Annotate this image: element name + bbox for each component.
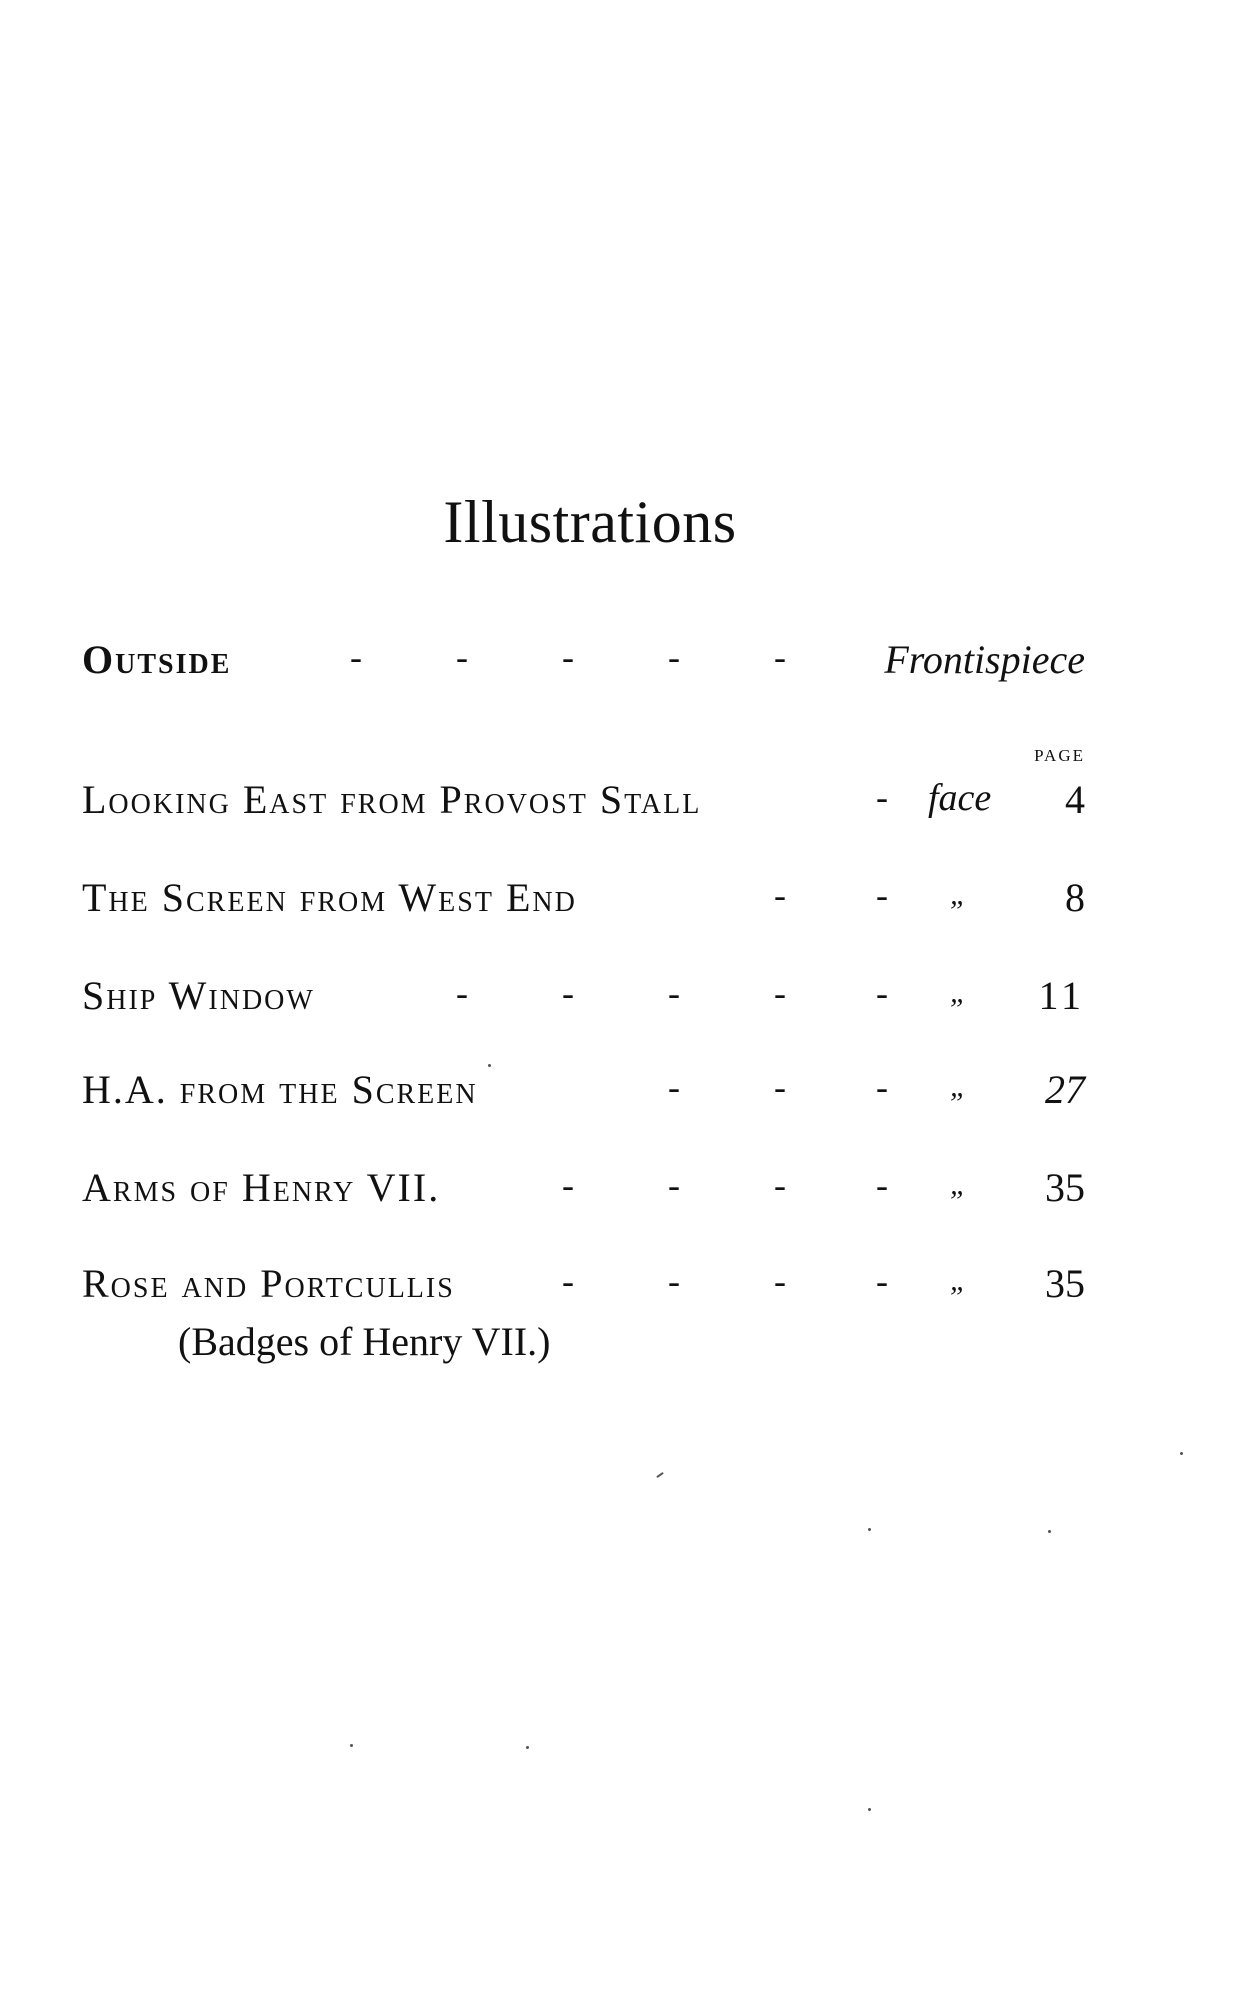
page-number: 27 — [1045, 1067, 1085, 1112]
frontispiece-label: Outside — [82, 637, 232, 682]
illustration-title: Arms of Henry VII. — [82, 1165, 441, 1210]
scan-speck — [868, 1808, 871, 1811]
leader-dash: - — [774, 1165, 786, 1205]
leader-dash: - — [774, 973, 786, 1013]
leader-dash: - — [774, 1261, 786, 1301]
scan-speck — [656, 1472, 664, 1478]
scan-speck — [1180, 1452, 1183, 1455]
leader-dash: - — [668, 1165, 680, 1205]
leader-dash: - — [562, 1261, 574, 1301]
illustration-title: Looking East from Provost Stall — [82, 777, 702, 822]
leader-dash: - — [562, 1165, 574, 1205]
illustration-title: The Screen from West End — [82, 875, 577, 920]
list-item — [0, 972, 1257, 1032]
leader-dash: - — [774, 637, 786, 677]
illustration-title: Ship Window — [82, 973, 315, 1018]
leader-dash: - — [350, 637, 362, 677]
list-item — [0, 1164, 1257, 1224]
leader-dash: - — [456, 637, 468, 677]
leader-dash: - — [668, 637, 680, 677]
page-title: Illustrations — [443, 489, 737, 555]
leader-dash: - — [562, 637, 574, 677]
illustration-title: H.A. from the Screen — [82, 1067, 478, 1112]
page-number: 35 — [1045, 1165, 1085, 1210]
page-number: 11 — [1038, 973, 1085, 1018]
page-column-header: PAGE — [1034, 746, 1085, 765]
ditto-mark: „ — [950, 878, 967, 911]
leader-dash: - — [668, 973, 680, 1013]
list-item — [0, 874, 1257, 934]
leader-dash: - — [876, 1165, 888, 1205]
list-item — [0, 776, 1257, 836]
scan-speck — [526, 1746, 529, 1749]
ditto-mark: „ — [950, 1264, 967, 1297]
scan-speck — [488, 1064, 491, 1067]
leader-dash: - — [876, 973, 888, 1013]
leader-dash: - — [876, 1261, 888, 1301]
illustration-title: Rose and Portcullis — [82, 1261, 455, 1306]
ditto-mark: „ — [950, 1168, 967, 1201]
frontispiece-location: Frontispiece — [884, 637, 1085, 682]
leader-dash: - — [668, 1261, 680, 1301]
scan-speck — [868, 1528, 871, 1531]
frontispiece-row — [0, 636, 1257, 696]
page-number: 35 — [1045, 1261, 1085, 1306]
leader-dash: - — [876, 875, 888, 915]
leader-dash: - — [876, 1067, 888, 1107]
scan-speck — [1048, 1530, 1051, 1533]
face-mark: face — [928, 777, 992, 819]
ditto-mark: „ — [950, 976, 967, 1009]
leader-dash: - — [774, 1067, 786, 1107]
page-number: 8 — [1065, 875, 1085, 920]
leader-dash: - — [774, 875, 786, 915]
leader-dash: - — [876, 777, 888, 817]
leader-dash: - — [562, 973, 574, 1013]
list-item — [0, 1260, 1257, 1320]
list-item — [0, 1066, 1257, 1126]
leader-dash: - — [668, 1067, 680, 1107]
illustration-subtitle: (Badges of Henry VII.) — [178, 1319, 551, 1364]
leader-dash: - — [456, 973, 468, 1013]
ditto-mark: „ — [950, 1070, 967, 1103]
scan-speck — [350, 1744, 353, 1747]
page-number: 4 — [1065, 777, 1085, 822]
